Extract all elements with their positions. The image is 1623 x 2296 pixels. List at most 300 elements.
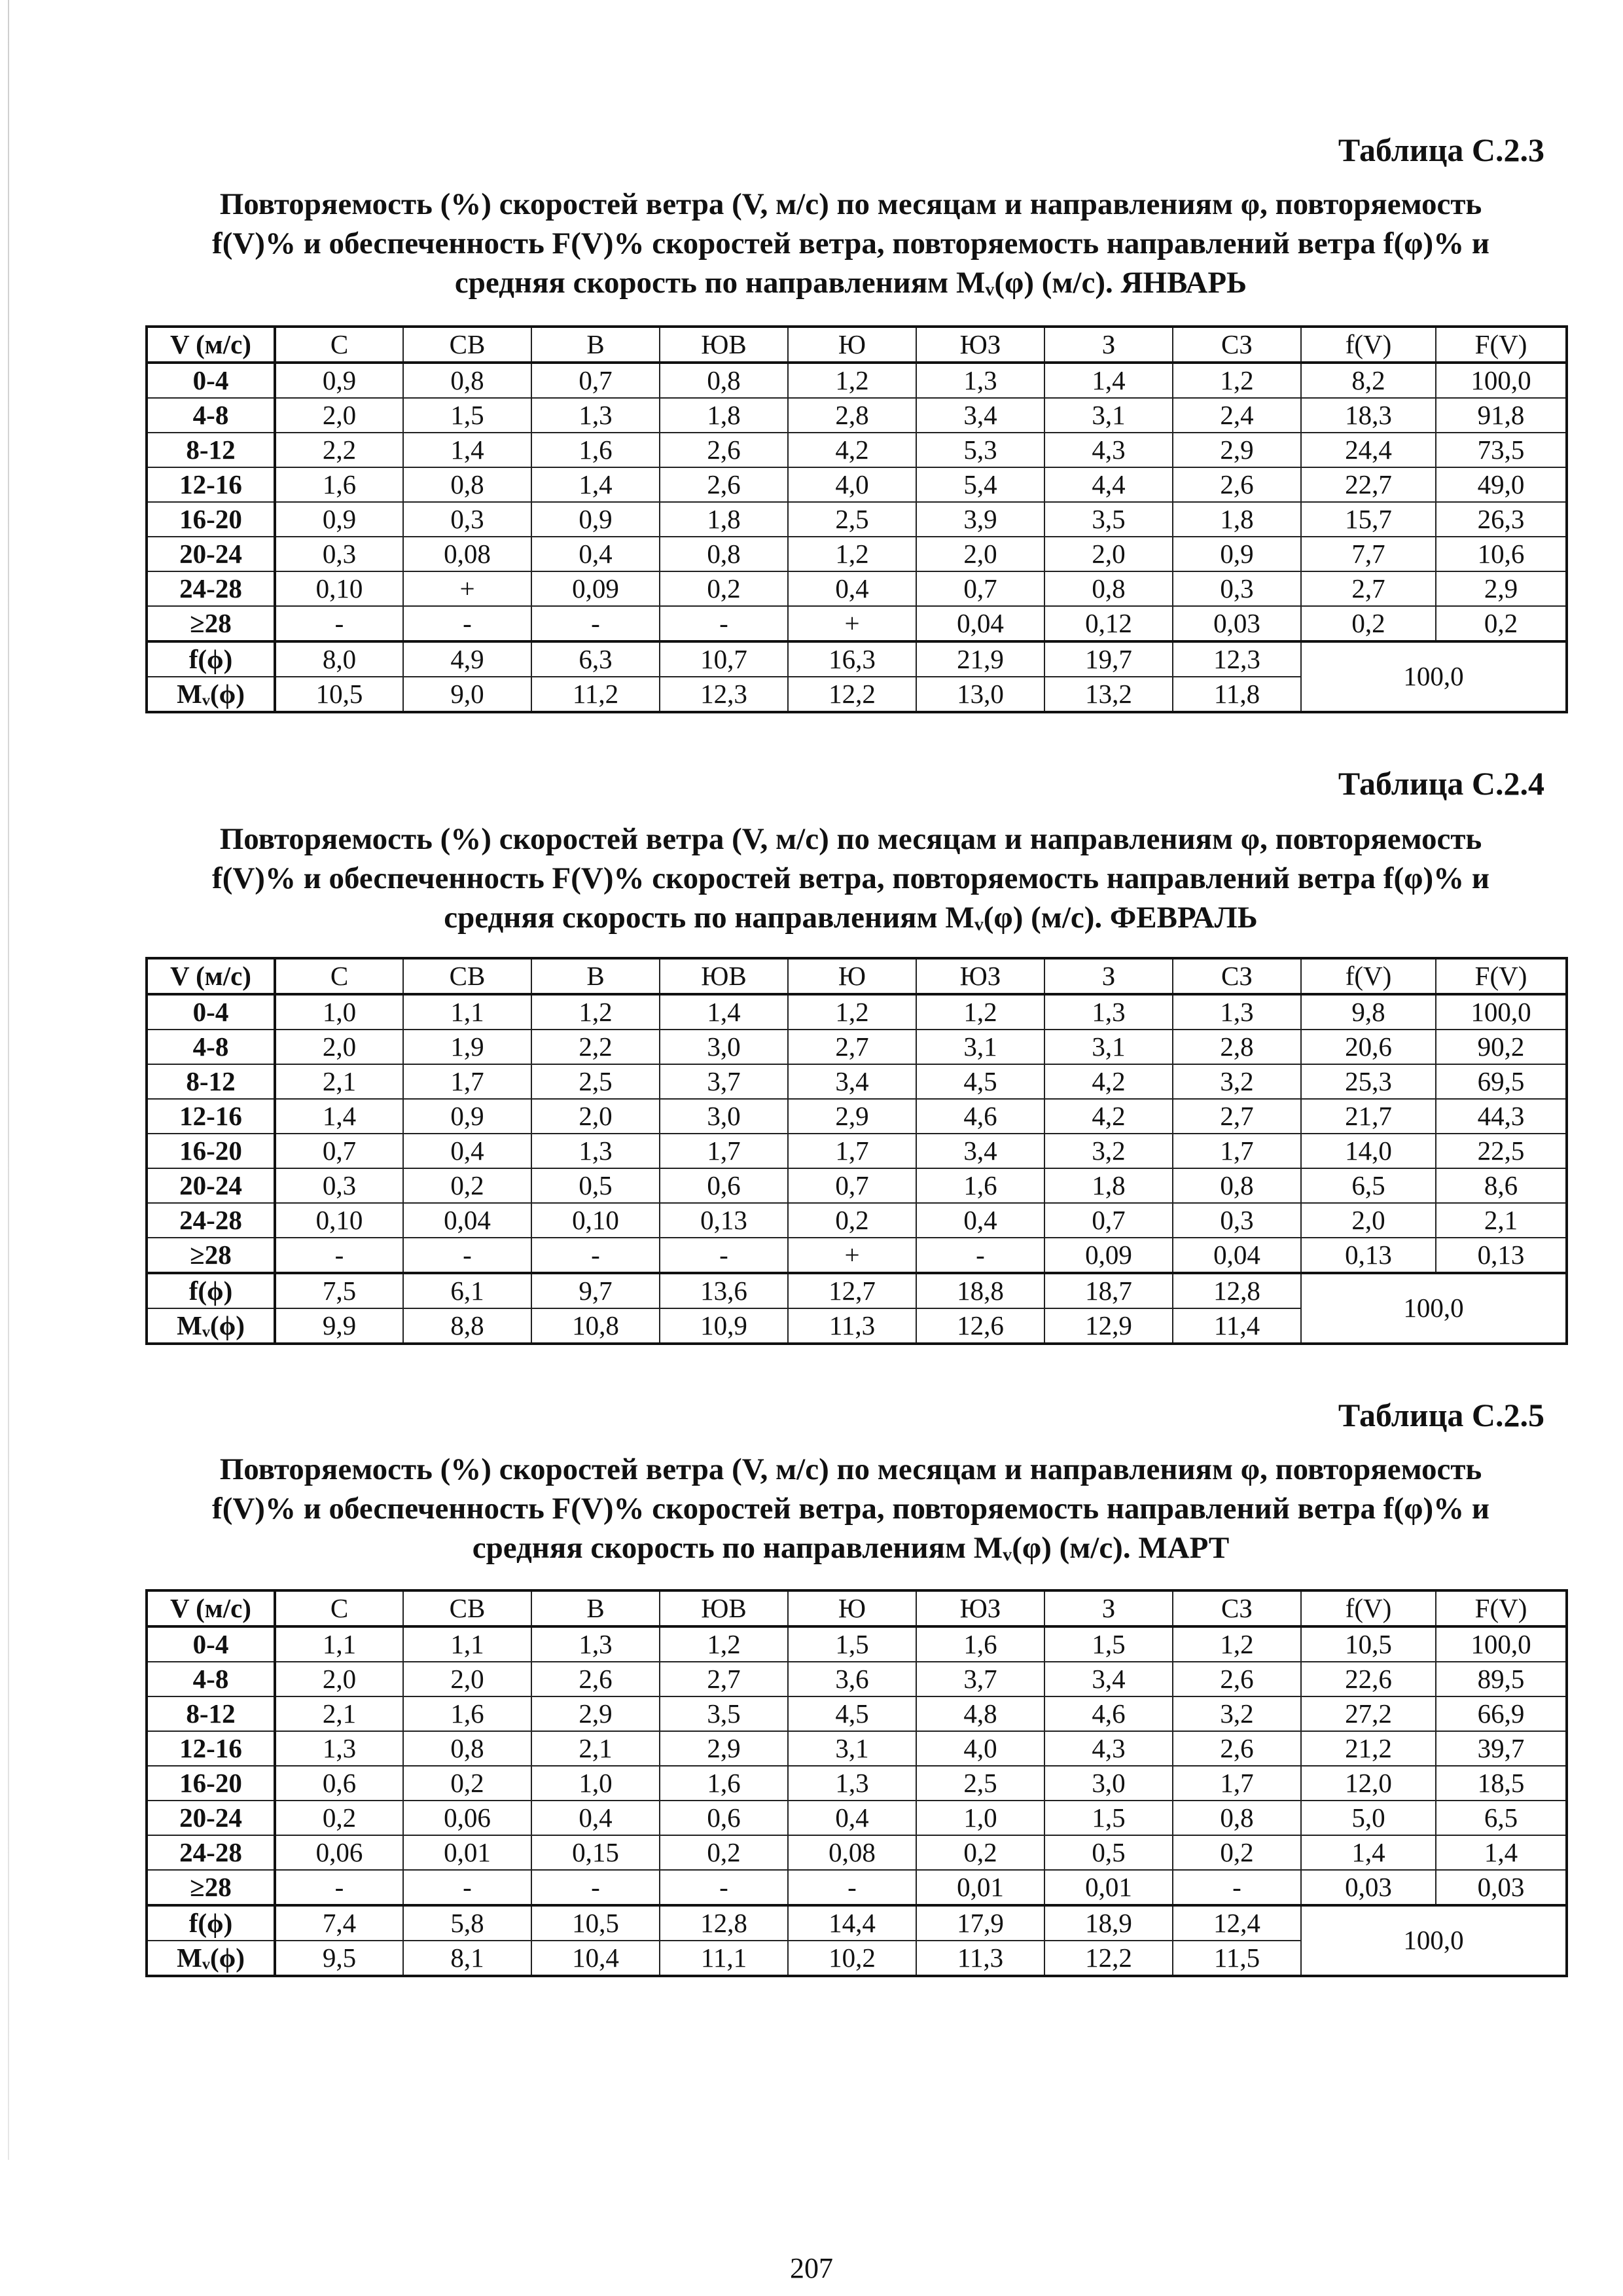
cell: 3,1: [916, 1030, 1044, 1064]
cell: 2,2: [275, 433, 403, 467]
table-row: [147, 537, 1567, 571]
cell: 2,7: [1173, 1099, 1301, 1134]
cell: 18,9: [1044, 1905, 1173, 1941]
cell: 5,0: [1301, 1801, 1436, 1835]
cell: 16,3: [788, 641, 916, 677]
row-label: Mᵥ(ϕ): [147, 1941, 275, 1976]
heading-line: Повторяемость (%) скоростей ветра (V, м/с) по месяцам и направлениям φ, повторяемость: [219, 187, 1482, 221]
cell: 22,6: [1301, 1662, 1436, 1696]
cell: 1,4: [660, 994, 788, 1030]
cell: 3,2: [1173, 1064, 1301, 1099]
cell: -: [275, 1238, 403, 1273]
cell: 14,4: [788, 1905, 916, 1941]
cell: 1,5: [1044, 1801, 1173, 1835]
table-row: [147, 1626, 1567, 1662]
cell: 1,6: [275, 467, 403, 502]
cell: 0,7: [916, 571, 1044, 606]
cell: 10,2: [788, 1941, 916, 1976]
cell: 14,0: [1301, 1134, 1436, 1168]
cell: 10,4: [531, 1941, 660, 1976]
cell: 8,2: [1301, 363, 1436, 398]
table-label: Таблица С.2.5: [1338, 1397, 1544, 1433]
cell: -: [403, 1870, 531, 1905]
col-header: В: [531, 1590, 660, 1626]
cell: 21,2: [1301, 1731, 1436, 1766]
cell: 0,8: [403, 363, 531, 398]
heading-line: f(V)% и обеспеченность F(V)% скоростей ветра, повторяемость направлений ветра f(φ)% и: [212, 226, 1489, 260]
cell: 3,0: [660, 1099, 788, 1134]
cell: 3,4: [916, 1134, 1044, 1168]
cell: 11,2: [531, 677, 660, 712]
cell: 2,0: [275, 1662, 403, 1696]
cell: 1,8: [660, 502, 788, 537]
cell: 2,0: [531, 1099, 660, 1134]
cell: 3,4: [788, 1064, 916, 1099]
cell: -: [660, 1870, 788, 1905]
table-row: [147, 467, 1567, 502]
col-header: С: [275, 327, 403, 363]
cell: 22,5: [1436, 1134, 1567, 1168]
cell: 3,2: [1173, 1696, 1301, 1731]
cell: 2,8: [1173, 1030, 1301, 1064]
cell: 7,7: [1301, 537, 1436, 571]
cell: 11,8: [1173, 677, 1301, 712]
col-header: Ю: [788, 1590, 916, 1626]
cell: 26,3: [1436, 502, 1567, 537]
cell: 6,1: [403, 1273, 531, 1308]
cell: 2,0: [403, 1662, 531, 1696]
row-label: f(ϕ): [147, 641, 275, 677]
wind-table-march: [145, 1589, 1568, 1977]
col-header: F(V): [1436, 958, 1567, 994]
cell: 1,4: [275, 1099, 403, 1134]
cell: 0,9: [403, 1099, 531, 1134]
cell: 2,0: [1301, 1203, 1436, 1238]
cell: 2,6: [1173, 1731, 1301, 1766]
cell: 1,3: [1044, 994, 1173, 1030]
cell: 1,4: [403, 433, 531, 467]
cell: 0,8: [660, 363, 788, 398]
cell: 1,6: [531, 433, 660, 467]
cell: 12,8: [660, 1905, 788, 1941]
cell: 91,8: [1436, 398, 1567, 433]
cell: 18,3: [1301, 398, 1436, 433]
cell: -: [1173, 1870, 1301, 1905]
heading-line: средняя скорость по направлениям Mᵥ(φ) (м/с). ЯНВАРЬ: [454, 266, 1247, 300]
cell: 3,2: [1044, 1134, 1173, 1168]
cell: 0,10: [531, 1203, 660, 1238]
row-label: 4-8: [147, 398, 275, 433]
cell: 8,1: [403, 1941, 531, 1976]
cell: 15,7: [1301, 502, 1436, 537]
cell: 2,0: [275, 1030, 403, 1064]
cell: 1,2: [531, 994, 660, 1030]
col-header: В: [531, 327, 660, 363]
cell: 11,4: [1173, 1308, 1301, 1344]
cell: 27,2: [1301, 1696, 1436, 1731]
cell: 12,4: [1173, 1905, 1301, 1941]
cell: -: [788, 1870, 916, 1905]
col-header: В: [531, 958, 660, 994]
cell: 0,9: [531, 502, 660, 537]
col-header: С: [275, 958, 403, 994]
row-label: 12-16: [147, 467, 275, 502]
cell: 6,5: [1436, 1801, 1567, 1835]
table-row: [147, 363, 1567, 398]
cell: 1,4: [1436, 1835, 1567, 1870]
table-row: [147, 1731, 1567, 1766]
cell: 0,09: [1044, 1238, 1173, 1273]
cell: -: [531, 1870, 660, 1905]
cell: 1,6: [660, 1766, 788, 1801]
cell: 4,8: [916, 1696, 1044, 1731]
col-header: f(V): [1301, 1590, 1436, 1626]
cell: 0,08: [788, 1835, 916, 1870]
col-header: СЗ: [1173, 327, 1301, 363]
cell: 2,4: [1173, 398, 1301, 433]
cell: 1,0: [275, 994, 403, 1030]
col-header: Ю: [788, 958, 916, 994]
total-cell: 100,0: [1301, 641, 1567, 712]
table-label: Таблица С.2.3: [1338, 132, 1544, 168]
heading-line: средняя скорость по направлениям Mᵥ(φ) (м/с). ФЕВРАЛЬ: [444, 901, 1258, 935]
header-row: [147, 1590, 1567, 1626]
cell: 9,0: [403, 677, 531, 712]
row-label: 20-24: [147, 537, 275, 571]
cell: -: [916, 1238, 1044, 1273]
cell: 12,2: [788, 677, 916, 712]
cell: 0,03: [1301, 1870, 1436, 1905]
cell: 0,2: [788, 1203, 916, 1238]
table-row: [147, 433, 1567, 467]
cell: 10,6: [1436, 537, 1567, 571]
cell: 2,2: [531, 1030, 660, 1064]
cell: 3,4: [916, 398, 1044, 433]
cell: 11,5: [1173, 1941, 1301, 1976]
cell: 2,1: [1436, 1203, 1567, 1238]
cell: 0,2: [275, 1801, 403, 1835]
cell: 100,0: [1436, 994, 1567, 1030]
row-label: 0-4: [147, 994, 275, 1030]
cell: 1,3: [788, 1766, 916, 1801]
cell: 1,5: [403, 398, 531, 433]
table-row: [147, 1238, 1567, 1273]
cell: 4,6: [916, 1099, 1044, 1134]
cell: 4,5: [916, 1064, 1044, 1099]
cell: 2,6: [1173, 1662, 1301, 1696]
cell: -: [660, 1238, 788, 1273]
cell: 1,3: [1173, 994, 1301, 1030]
col-header: Ю: [788, 327, 916, 363]
scan-margin-line: [8, 0, 9, 2160]
cell: 0,7: [275, 1134, 403, 1168]
table-row: [147, 1696, 1567, 1731]
col-header: ЮЗ: [916, 327, 1044, 363]
cell: -: [403, 1238, 531, 1273]
row-label: 16-20: [147, 502, 275, 537]
cell: 0,7: [788, 1168, 916, 1203]
table-row: [147, 571, 1567, 606]
cell: -: [531, 606, 660, 641]
cell: 49,0: [1436, 467, 1567, 502]
cell: 0,3: [403, 502, 531, 537]
cell: 0,3: [1173, 571, 1301, 606]
cell: 24,4: [1301, 433, 1436, 467]
f-phi-row: [147, 1273, 1567, 1308]
row-label: ≥28: [147, 1238, 275, 1273]
col-header: СЗ: [1173, 1590, 1301, 1626]
cell: 12,3: [1173, 641, 1301, 677]
table-row: [147, 1168, 1567, 1203]
col-header: СВ: [403, 1590, 531, 1626]
table-row: [147, 1203, 1567, 1238]
cell: 22,7: [1301, 467, 1436, 502]
cell: 0,09: [531, 571, 660, 606]
cell: 1,1: [403, 1626, 531, 1662]
cell: 1,2: [788, 537, 916, 571]
cell: 0,5: [531, 1168, 660, 1203]
cell: 1,4: [1044, 363, 1173, 398]
cell: 10,5: [275, 677, 403, 712]
cell: 0,6: [275, 1766, 403, 1801]
cell: 0,06: [403, 1801, 531, 1835]
cell: 1,3: [916, 363, 1044, 398]
cell: 2,0: [275, 398, 403, 433]
table-row: [147, 606, 1567, 641]
cell: 4,3: [1044, 1731, 1173, 1766]
row-label: f(ϕ): [147, 1273, 275, 1308]
cell: 0,8: [403, 1731, 531, 1766]
f-phi-row: [147, 641, 1567, 677]
table-row: [147, 1134, 1567, 1168]
cell: 6,5: [1301, 1168, 1436, 1203]
col-header: С: [275, 1590, 403, 1626]
cell: 0,15: [531, 1835, 660, 1870]
cell: 0,13: [660, 1203, 788, 1238]
cell: 0,12: [1044, 606, 1173, 641]
cell: +: [788, 606, 916, 641]
cell: 0,8: [1173, 1801, 1301, 1835]
table-label: Таблица С.2.4: [1338, 765, 1544, 802]
cell: 12,2: [1044, 1941, 1173, 1976]
cell: 0,06: [275, 1835, 403, 1870]
cell: 0,2: [1436, 606, 1567, 641]
cell: 89,5: [1436, 1662, 1567, 1696]
cell: 0,6: [660, 1168, 788, 1203]
cell: 2,0: [916, 537, 1044, 571]
cell: 0,4: [403, 1134, 531, 1168]
cell: 9,7: [531, 1273, 660, 1308]
cell: 10,9: [660, 1308, 788, 1344]
cell: 25,3: [1301, 1064, 1436, 1099]
cell: -: [403, 606, 531, 641]
cell: 1,0: [531, 1766, 660, 1801]
cell: 7,5: [275, 1273, 403, 1308]
cell: 0,9: [275, 502, 403, 537]
total-cell: 100,0: [1301, 1273, 1567, 1344]
heading-line: средняя скорость по направлениям Mᵥ(φ) (м/с). МАРТ: [472, 1531, 1230, 1565]
cell: 1,3: [531, 1626, 660, 1662]
cell: 12,9: [1044, 1308, 1173, 1344]
cell: 0,04: [916, 606, 1044, 641]
cell: 11,3: [788, 1308, 916, 1344]
cell: 1,6: [916, 1626, 1044, 1662]
row-label: 8-12: [147, 433, 275, 467]
cell: 2,6: [660, 467, 788, 502]
col-header: ЮЗ: [916, 1590, 1044, 1626]
cell: 2,9: [1436, 571, 1567, 606]
cell: 1,2: [916, 994, 1044, 1030]
cell: 4,9: [403, 641, 531, 677]
cell: 3,0: [660, 1030, 788, 1064]
wind-table-february: [145, 957, 1568, 1345]
heading-line: f(V)% и обеспеченность F(V)% скоростей ветра, повторяемость направлений ветра f(φ)% и: [212, 1492, 1489, 1526]
cell: 0,7: [531, 363, 660, 398]
row-label: 24-28: [147, 1835, 275, 1870]
cell: 2,9: [660, 1731, 788, 1766]
col-header: ЮВ: [660, 1590, 788, 1626]
cell: 2,1: [275, 1696, 403, 1731]
row-label: 16-20: [147, 1766, 275, 1801]
cell: 18,8: [916, 1273, 1044, 1308]
col-header: ЮЗ: [916, 958, 1044, 994]
cell: 0,3: [275, 1168, 403, 1203]
wind-table-january: [145, 325, 1568, 713]
row-label: 24-28: [147, 1203, 275, 1238]
cell: 2,7: [1301, 571, 1436, 606]
cell: 1,3: [531, 1134, 660, 1168]
row-label: f(ϕ): [147, 1905, 275, 1941]
cell: +: [403, 571, 531, 606]
col-header: V (м/с): [147, 327, 275, 363]
cell: 12,8: [1173, 1273, 1301, 1308]
cell: 1,7: [788, 1134, 916, 1168]
cell: 2,9: [1173, 433, 1301, 467]
cell: -: [275, 1870, 403, 1905]
cell: 18,5: [1436, 1766, 1567, 1801]
cell: 3,1: [1044, 1030, 1173, 1064]
cell: 1,3: [531, 398, 660, 433]
row-label: 0-4: [147, 1626, 275, 1662]
row-label: 16-20: [147, 1134, 275, 1168]
cell: 0,4: [788, 1801, 916, 1835]
cell: 2,5: [531, 1064, 660, 1099]
heading-line: Повторяемость (%) скоростей ветра (V, м/с) по месяцам и направлениям φ, повторяемость: [219, 1452, 1482, 1486]
cell: 0,2: [916, 1835, 1044, 1870]
cell: 0,10: [275, 1203, 403, 1238]
cell: 4,0: [788, 467, 916, 502]
cell: 0,13: [1436, 1238, 1567, 1273]
cell: 100,0: [1436, 1626, 1567, 1662]
col-header: З: [1044, 1590, 1173, 1626]
cell: 11,1: [660, 1941, 788, 1976]
cell: +: [788, 1238, 916, 1273]
table-row: [147, 1801, 1567, 1835]
row-label: 12-16: [147, 1099, 275, 1134]
cell: 0,4: [531, 537, 660, 571]
cell: 12,0: [1301, 1766, 1436, 1801]
cell: 9,9: [275, 1308, 403, 1344]
cell: 4,5: [788, 1696, 916, 1731]
cell: 90,2: [1436, 1030, 1567, 1064]
cell: 4,6: [1044, 1696, 1173, 1731]
f-phi-row: [147, 1905, 1567, 1941]
cell: 9,8: [1301, 994, 1436, 1030]
cell: 2,6: [531, 1662, 660, 1696]
cell: 2,7: [788, 1030, 916, 1064]
cell: 0,04: [1173, 1238, 1301, 1273]
cell: -: [275, 606, 403, 641]
cell: 6,3: [531, 641, 660, 677]
cell: 10,7: [660, 641, 788, 677]
cell: 1,9: [403, 1030, 531, 1064]
row-label: Mᵥ(ϕ): [147, 677, 275, 712]
cell: 0,5: [1044, 1835, 1173, 1870]
table-row: [147, 1662, 1567, 1696]
row-label: ≥28: [147, 1870, 275, 1905]
cell: 0,10: [275, 571, 403, 606]
table-heading: [147, 1450, 1554, 1568]
cell: 2,7: [660, 1662, 788, 1696]
cell: 0,4: [788, 571, 916, 606]
cell: 10,5: [531, 1905, 660, 1941]
cell: 12,3: [660, 677, 788, 712]
cell: 2,8: [788, 398, 916, 433]
cell: 2,6: [660, 433, 788, 467]
table-row: [147, 1099, 1567, 1134]
cell: 2,5: [916, 1766, 1044, 1801]
table-row: [147, 1030, 1567, 1064]
cell: 66,9: [1436, 1696, 1567, 1731]
cell: 0,6: [660, 1801, 788, 1835]
page-number: 207: [790, 2252, 833, 2284]
heading-line: Повторяемость (%) скоростей ветра (V, м/с) по месяцам и направлениям φ, повторяемость: [219, 822, 1482, 856]
cell: 1,8: [660, 398, 788, 433]
cell: 2,1: [531, 1731, 660, 1766]
col-header: f(V): [1301, 327, 1436, 363]
cell: 0,4: [916, 1203, 1044, 1238]
cell: 1,3: [275, 1731, 403, 1766]
table-row: [147, 1835, 1567, 1870]
table-row: [147, 1870, 1567, 1905]
cell: 0,3: [275, 537, 403, 571]
cell: 19,7: [1044, 641, 1173, 677]
cell: 1,2: [1173, 363, 1301, 398]
cell: 12,7: [788, 1273, 916, 1308]
cell: 4,2: [1044, 1099, 1173, 1134]
col-header: f(V): [1301, 958, 1436, 994]
cell: 21,7: [1301, 1099, 1436, 1134]
cell: 1,8: [1044, 1168, 1173, 1203]
cell: 0,8: [1173, 1168, 1301, 1203]
row-label: 20-24: [147, 1801, 275, 1835]
row-label: 12-16: [147, 1731, 275, 1766]
row-label: 4-8: [147, 1662, 275, 1696]
cell: 0,03: [1436, 1870, 1567, 1905]
cell: 0,01: [916, 1870, 1044, 1905]
cell: 100,0: [1436, 363, 1567, 398]
cell: 11,3: [916, 1941, 1044, 1976]
row-label: 8-12: [147, 1696, 275, 1731]
cell: 0,2: [403, 1766, 531, 1801]
cell: 1,4: [1301, 1835, 1436, 1870]
cell: 7,4: [275, 1905, 403, 1941]
col-header: СЗ: [1173, 958, 1301, 994]
cell: 17,9: [916, 1905, 1044, 1941]
cell: 20,6: [1301, 1030, 1436, 1064]
cell: 1,5: [788, 1626, 916, 1662]
col-header: V (м/с): [147, 1590, 275, 1626]
